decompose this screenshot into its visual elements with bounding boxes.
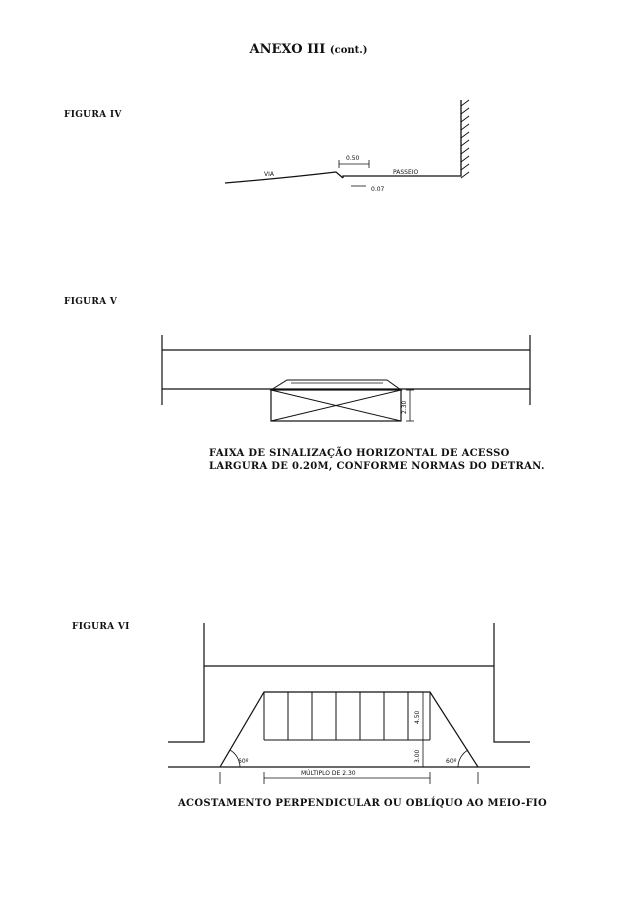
- road-profile: [225, 172, 343, 183]
- figure-5-label: FIGURA V: [64, 297, 118, 307]
- figure-6-drawing: [168, 623, 530, 784]
- figure-5-caption-line2: LARGURA DE 0.20M, CONFORME NORMAS DO DETRAN.: [209, 461, 545, 472]
- figure-4-label: FIGURA IV: [64, 110, 122, 120]
- title-subtitle: (cont.): [329, 45, 368, 56]
- passeio-label: PASSEIO: [393, 169, 419, 176]
- sidewalk-line: [343, 100, 461, 178]
- bottom-dimension-label: MÚLTIPLO DE 2.30: [301, 770, 356, 777]
- left-angle-label: 60º: [238, 758, 249, 765]
- figure-6-caption: ACOSTAMENTO PERPENDICULAR OU OBLÍQUO AO MEIO-FIO: [178, 798, 547, 809]
- depth-450-label: 4.50: [414, 710, 421, 724]
- right-angle-label: 60º: [446, 758, 457, 765]
- height-007-label: 0.07: [371, 186, 385, 193]
- figure-5-caption-line1: FAIXA DE SINALIZAÇÃO HORIZONTAL DE ACESSO: [209, 448, 510, 459]
- title-main: ANEXO III: [249, 42, 326, 57]
- offset-300-label: 3.00: [414, 749, 421, 763]
- figure-5-drawing: [162, 335, 530, 421]
- dimension-230-label: 2.30: [401, 400, 408, 414]
- figure-6-label: FIGURA VI: [72, 622, 130, 632]
- width-050-label: 0.50: [346, 155, 360, 162]
- figure-4-drawing: [225, 100, 469, 186]
- via-label: VIA: [264, 171, 274, 178]
- wall-hatch: [461, 100, 469, 178]
